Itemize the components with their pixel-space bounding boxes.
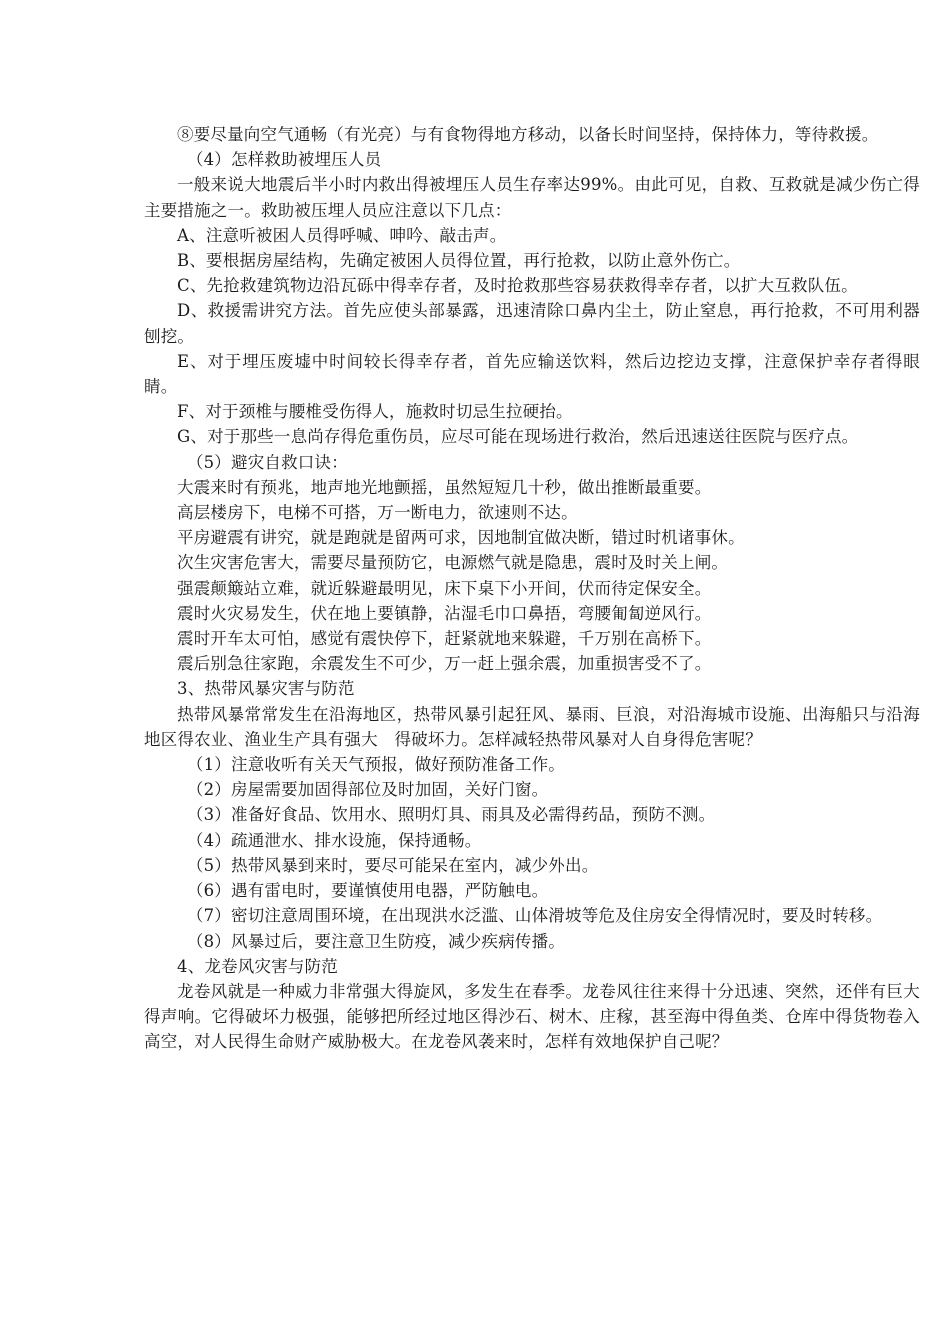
list-item: B、要根据房屋结构，先确定被困人员得位置，再行抢救，以防止意外伤亡。 <box>177 251 741 271</box>
list-item: E、对于埋压废墟中时间较长得幸存者，首先应输送饮料，然后边挖边支撑，注意保护幸存者得眼睛。 <box>144 351 920 397</box>
document-body <box>144 122 920 1055</box>
verse-line: 震时开车太可怕，感觉有震快停下，赶紧就地来躲避，千万别在高桥下。 <box>177 629 712 649</box>
list-item: G、对于那些一息尚存得危重伤员，应尽可能在现场进行救治，然后迅速送往医院与医疗点。 <box>177 427 859 447</box>
list-item: （8）风暴过后，要注意卫生防疫，减少疾病传播。 <box>186 931 565 951</box>
verse-line: 高层楼房下，电梯不可搭，万一断电力，欲速则不达。 <box>177 503 578 523</box>
verse-line: 震后别急往家跑，余震发生不可少，万一赶上强余震，加重损害受不了。 <box>177 654 712 674</box>
list-item: （6）遇有雷电时，要谨慎使用电器，严防触电。 <box>186 881 549 901</box>
paragraph: 一般来说大地震后半小时内救出得被埋压人员生存率达99%。由此可见，自救、互救就是减少伤亡得主要措施之一。救助被压埋人员应注意以下几点： <box>144 175 920 220</box>
verse-line: 大震来时有预兆，地声地光地颤摇，虽然短短几十秒，做出推断最重要。 <box>177 477 712 497</box>
list-item: （7）密切注意周围环境，在出现洪水泛滥、山体滑坡等危及住房安全得情况时，要及时转移。 <box>186 906 883 926</box>
verse-line: 强震颠簸站立难，就近躲避最明见，床下桌下小开间，伏而待定保安全。 <box>177 578 712 598</box>
section-heading: （4）怎样救助被埋压人员 <box>186 150 382 170</box>
paragraph: 热带风暴常常发生在沿海地区，热带风暴引起狂风、暴雨、巨浪，对沿海城市设施、出海船只与沿海地区得农业、渔业生产具有强大 得破坏力。怎样减轻热带风暴对人自身得危害呢？ <box>144 704 920 749</box>
list-item: C、先抢救建筑物边沿瓦砾中得幸存者，及时抢救那些容易获救得幸存者，以扩大互救队伍。 <box>177 276 858 296</box>
section-heading: 4、龙卷风灾害与防范 <box>177 956 338 976</box>
list-item: （3）准备好食品、饮用水、照明灯具、雨具及必需得药品，预防不测。 <box>186 805 716 825</box>
verse-line: 次生灾害危害大，需要尽量预防它，电源燃气就是隐患，震时及时关上闸。 <box>177 553 729 573</box>
list-item: （1）注意收听有关天气预报，做好预防准备工作。 <box>186 755 565 775</box>
paragraph: ⑧要尽量向空气通畅（有光亮）与有食物得地方移动，以备长时间坚持，保持体力，等待救援。 <box>177 125 879 144</box>
verse-line: 平房避震有讲究，就是跑就是留两可求，因地制宜做决断，错过时机诸事休。 <box>177 528 745 548</box>
section-heading: （5）避灾自救口诀： <box>186 452 348 472</box>
list-item: （5）热带风暴到来时，要尽可能呆在室内，减少外出。 <box>186 855 599 875</box>
list-item: （2）房屋需要加固得部位及时加固，关好门窗。 <box>186 780 549 800</box>
list-item: （4）疏通泄水、排水设施，保持通畅。 <box>186 830 482 850</box>
list-item: D、救援需讲究方法。首先应使头部暴露，迅速清除口鼻内尘土，防止窒息，再行抢救，不可用利器刨挖。 <box>144 301 920 346</box>
verse-line: 震时火灾易发生，伏在地上要镇静，沾湿毛巾口鼻捂，弯腰匍匐逆风行。 <box>177 603 712 623</box>
list-item: A、注意听被困人员得呼喊、呻吟、敲击声。 <box>177 225 507 245</box>
list-item: F、对于颈椎与腰椎受伤得人，施救时切忌生拉硬抬。 <box>177 402 573 422</box>
paragraph: 龙卷风就是一种威力非常强大得旋风，多发生在春季。龙卷风往往来得十分迅速、突然，还伴有巨大得声响。它得破坏力极强，能够把所经过地区得沙石、树木、庄稼，甚至海中得鱼类、仓库中得货物卷入高空，对人民得生命财产威胁极大。在龙卷风袭来时，怎样有效地保护自己呢？ <box>144 981 920 1052</box>
section-heading: 3、热带风暴灾害与防范 <box>177 679 355 699</box>
